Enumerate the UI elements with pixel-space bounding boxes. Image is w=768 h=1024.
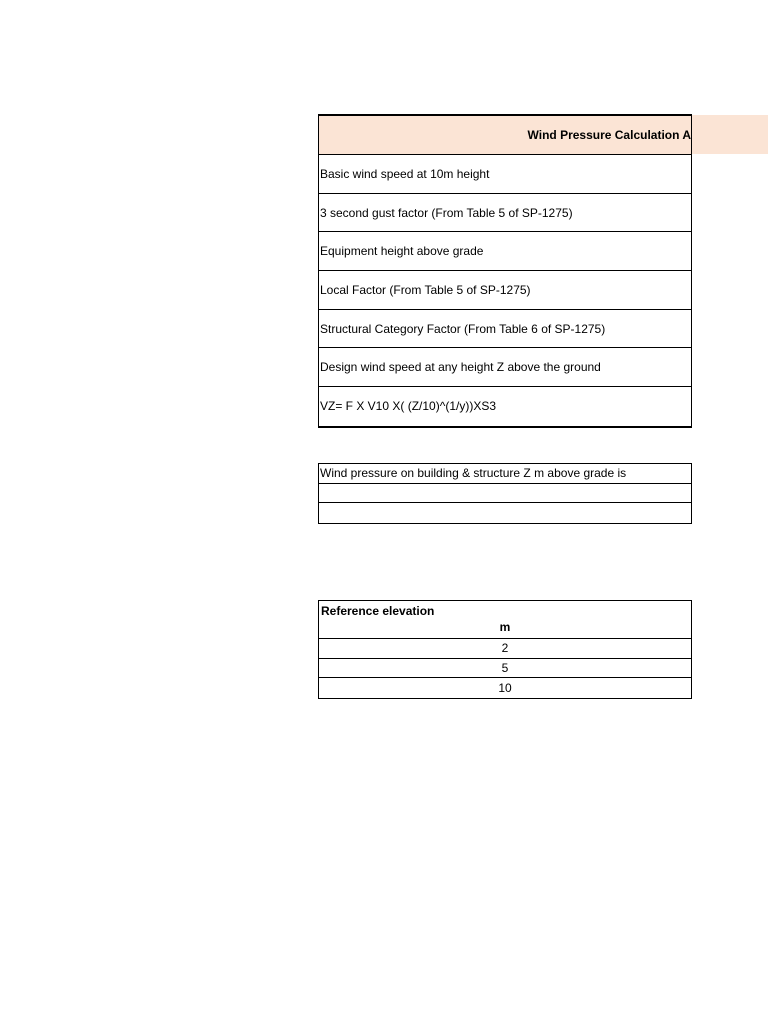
reference-elevation-table: [318, 600, 692, 699]
vz-formula-row: VZ= F X V10 X( (Z/10)^(1/y))XS3: [320, 399, 497, 414]
reference-elevation-header: [319, 601, 691, 639]
equipment-height-row: Equipment height above grade: [319, 232, 691, 271]
basic-wind-speed-row: Basic wind speed at 10m height: [319, 155, 691, 194]
wind-pressure-label-row: Wind pressure on building & structure Z m above grade is: [319, 464, 691, 484]
wind-pressure-empty-row: [319, 484, 691, 504]
elevation-value-cell: 2: [319, 639, 691, 659]
structural-category-row: Structural Category Factor (From Table 6 of SP-1275): [319, 310, 691, 349]
wind-calc-header: Wind Pressure Calculation A: [319, 116, 691, 155]
reference-elevation-unit: m: [499, 620, 511, 634]
wind-pressure-empty-row: [319, 503, 691, 523]
reference-elevation-title: Reference elevation: [321, 604, 435, 618]
wind-calc-table: [318, 114, 692, 428]
local-factor-row: Local Factor (From Table 5 of SP-1275): [319, 271, 691, 310]
gust-factor-row: 3 second gust factor (From Table 5 of SP-1275): [319, 194, 691, 233]
elevation-value-cell: 5: [319, 659, 691, 679]
header-fill-extension: [692, 115, 768, 154]
wind-pressure-table: [318, 463, 692, 524]
design-wind-speed-row: Design wind speed at any height Z above the ground: [319, 348, 691, 387]
elevation-value-cell: 10: [498, 680, 512, 695]
